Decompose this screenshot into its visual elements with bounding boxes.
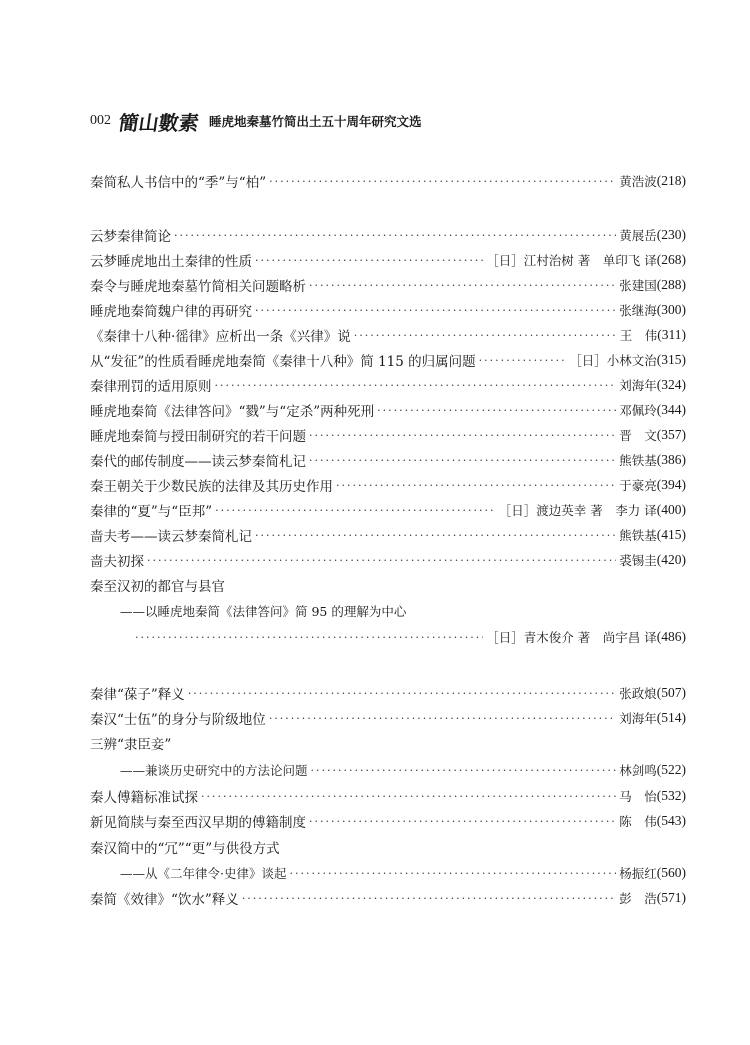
dot-leader: [479, 354, 567, 367]
toc-entry-title: 从“发征”的性质看睡虎地秦简《秦律十八种》简 115 的归属问题: [90, 354, 476, 370]
toc-entry-author: 刘海年: [619, 711, 657, 726]
toc-entry: [90, 810, 686, 832]
toc-entry-title: 啬夫初探: [90, 554, 144, 570]
toc-entry: [90, 785, 686, 807]
toc-entry-page: (514): [656, 710, 686, 725]
toc-entry-title: 秦令与睡虎地秦墓竹简相关问题略析: [90, 279, 306, 295]
toc-entry-author: 熊铁基: [619, 453, 657, 468]
dot-leader: [309, 815, 616, 828]
dot-leader: [269, 712, 616, 725]
toc-entry: [90, 274, 686, 296]
toc-entry-title: 秦王朝关于少数民族的法律及其历史作用: [90, 479, 333, 495]
toc-entry-title: 睡虎地秦简与授田制研究的若干问题: [90, 429, 306, 445]
toc-entry: [90, 887, 686, 909]
toc-entry-author: 彭 浩: [619, 891, 657, 906]
toc-entry: [132, 626, 686, 648]
toc-entry-author: ［日］青木俊介 著 尚宇昌 译: [486, 630, 657, 645]
toc-entry-title: 新见简牍与秦至西汉早期的傅籍制度: [90, 815, 306, 831]
toc-entry: [90, 524, 686, 546]
book-subtitle: 睡虎地秦墓竹简出土五十周年研究文选: [209, 114, 422, 129]
book-logo: 簡山數素: [117, 110, 201, 135]
toc-entry-page: (315): [656, 352, 686, 367]
toc-entry-page: (560): [656, 865, 686, 880]
toc-entry-author: ［日］江村治树 著 单印飞 译: [486, 253, 657, 268]
toc-entry-author: 张继海: [619, 303, 657, 318]
toc-entry-title: 秦汉“士伍”的身分与阶级地位: [90, 712, 266, 728]
toc-entry: [90, 299, 686, 321]
toc-entry-author: 裘锡圭: [619, 553, 657, 568]
toc-entry-subtitle: ——以睡虎地秦简《法律答问》简 95 的理解为中心: [120, 604, 407, 619]
toc-entry-page: (532): [656, 788, 686, 803]
dot-leader: [269, 175, 616, 188]
dot-leader: [135, 631, 483, 644]
dot-leader: [377, 404, 616, 417]
toc-entry-author: 黄浩波: [619, 174, 657, 189]
toc-entry-title: 秦律刑罚的适用原则: [90, 379, 212, 395]
toc-entry-author: 刘海年: [619, 378, 657, 393]
toc-entry-title: 秦代的邮传制度——读云梦秦简札记: [90, 454, 306, 470]
toc-entry-author: ［日］渡边英幸 著 李力 译: [498, 503, 657, 518]
toc-entry-title: 啬夫考——读云梦秦简札记: [90, 529, 252, 545]
toc-entry-title: 睡虎地秦简魏户律的再研究: [90, 304, 252, 320]
toc-entry-author: 陈 伟: [619, 814, 657, 829]
toc-entry-author: 晋 文: [619, 428, 657, 443]
toc-entry: [90, 707, 686, 729]
toc-entry: [90, 374, 686, 396]
toc-entry-subtitle: ——兼谈历史研究中的方法论问题: [120, 763, 308, 778]
dot-leader: [336, 479, 616, 492]
toc-entry: [90, 474, 686, 496]
dot-leader: [354, 329, 617, 342]
toc-entry-page: (420): [656, 552, 686, 567]
dot-leader: [147, 554, 616, 567]
toc-entry-title: 秦简《效律》“饮水”释义: [90, 892, 239, 908]
toc-entry: [90, 549, 686, 571]
toc-entry-page: (311): [657, 327, 686, 342]
toc-entry-author: 林剑鸣: [619, 763, 657, 778]
toc-entry-title: 秦律“葆子”释义: [90, 687, 185, 703]
toc-entry-author: 邓佩玲: [619, 403, 657, 418]
page-number: 002: [90, 113, 111, 128]
toc-entry-author: ［日］小林文治: [569, 353, 657, 368]
toc-entry-title: 睡虎地秦简《法律答问》“戮”与“定杀”两种死刑: [90, 404, 375, 420]
running-header: [90, 106, 422, 136]
toc-entry-author: 黄展岳: [619, 228, 657, 243]
toc-entry-page: (415): [656, 527, 686, 542]
toc-entry-title: 秦简私人书信中的“季”与“柏”: [90, 175, 267, 191]
toc-entry-author: 张建国: [619, 278, 657, 293]
dot-leader: [174, 229, 616, 242]
toc-entry: [120, 862, 686, 884]
toc-entry-page: (230): [656, 227, 686, 242]
toc-entry-page: (522): [656, 762, 686, 777]
toc-entry-page: (268): [656, 252, 686, 267]
toc-entry-title: 三辨“隶臣妾”: [90, 737, 172, 753]
toc-entry-author: 马 怡: [619, 789, 657, 804]
dot-leader: [215, 504, 496, 517]
toc-entry-author: 熊铁基: [619, 528, 657, 543]
dot-leader: [255, 254, 483, 267]
toc-entry-title: 《秦律十八种·徭律》应析出一条《兴律》说: [90, 329, 351, 345]
toc-entry-title: 秦汉简中的“冗”“更”与供役方式: [90, 841, 280, 857]
toc-entry-title: 秦至汉初的都官与县官: [90, 579, 225, 595]
toc-entry: [90, 324, 686, 346]
toc-entry: [90, 249, 686, 271]
dot-leader: [309, 429, 616, 442]
toc-entry-page: (543): [656, 813, 686, 828]
toc-entry-author: 王 伟: [619, 328, 658, 343]
toc-entry-page: (507): [656, 685, 686, 700]
toc-entry-author: 杨振红: [619, 866, 657, 881]
toc-entry: [90, 499, 686, 521]
dot-leader: [255, 529, 616, 542]
dot-leader: [188, 687, 616, 700]
toc-entry: [90, 449, 686, 471]
toc-entry-page: (394): [656, 477, 686, 492]
dot-leader: [309, 454, 616, 467]
toc-entry-author: 张政烺: [619, 686, 657, 701]
toc-entry-page: (400): [656, 502, 686, 517]
toc-entry-author: 于豪亮: [619, 478, 657, 493]
toc-entry-page: (324): [656, 377, 686, 392]
toc-entry-title: 秦人傅籍标准试探: [90, 790, 198, 806]
toc-entry-title: 秦律的“夏”与“臣邦”: [90, 504, 213, 520]
toc-entry-page: (344): [656, 402, 686, 417]
toc-entry-subtitle: ——从《二年律令·史律》谈起: [120, 866, 287, 881]
toc-entry-title: 云梦秦律简论: [90, 229, 171, 245]
toc-entry-page: (357): [656, 427, 686, 442]
toc-entry: [90, 349, 686, 371]
dot-leader: [255, 304, 616, 317]
dot-leader: [242, 892, 616, 905]
toc-entry-page: (218): [656, 173, 686, 188]
toc-entry: [120, 759, 686, 781]
dot-leader: [311, 764, 617, 777]
dot-leader: [309, 279, 616, 292]
toc-entry: [90, 399, 686, 421]
toc-entry-page: (486): [656, 629, 686, 644]
toc-entry: [90, 224, 686, 246]
toc-entry-title: 云梦睡虎地出土秦律的性质: [90, 254, 252, 270]
toc-entry-page: (300): [656, 302, 686, 317]
toc-entry: [90, 170, 686, 192]
toc-entry: [90, 682, 686, 704]
toc-entry-page: (571): [656, 890, 686, 905]
dot-leader: [215, 379, 617, 392]
dot-leader: [289, 867, 616, 880]
toc-entry: [90, 424, 686, 446]
toc-entry-page: (288): [656, 277, 686, 292]
toc-entry-page: (386): [656, 452, 686, 467]
dot-leader: [201, 790, 616, 803]
